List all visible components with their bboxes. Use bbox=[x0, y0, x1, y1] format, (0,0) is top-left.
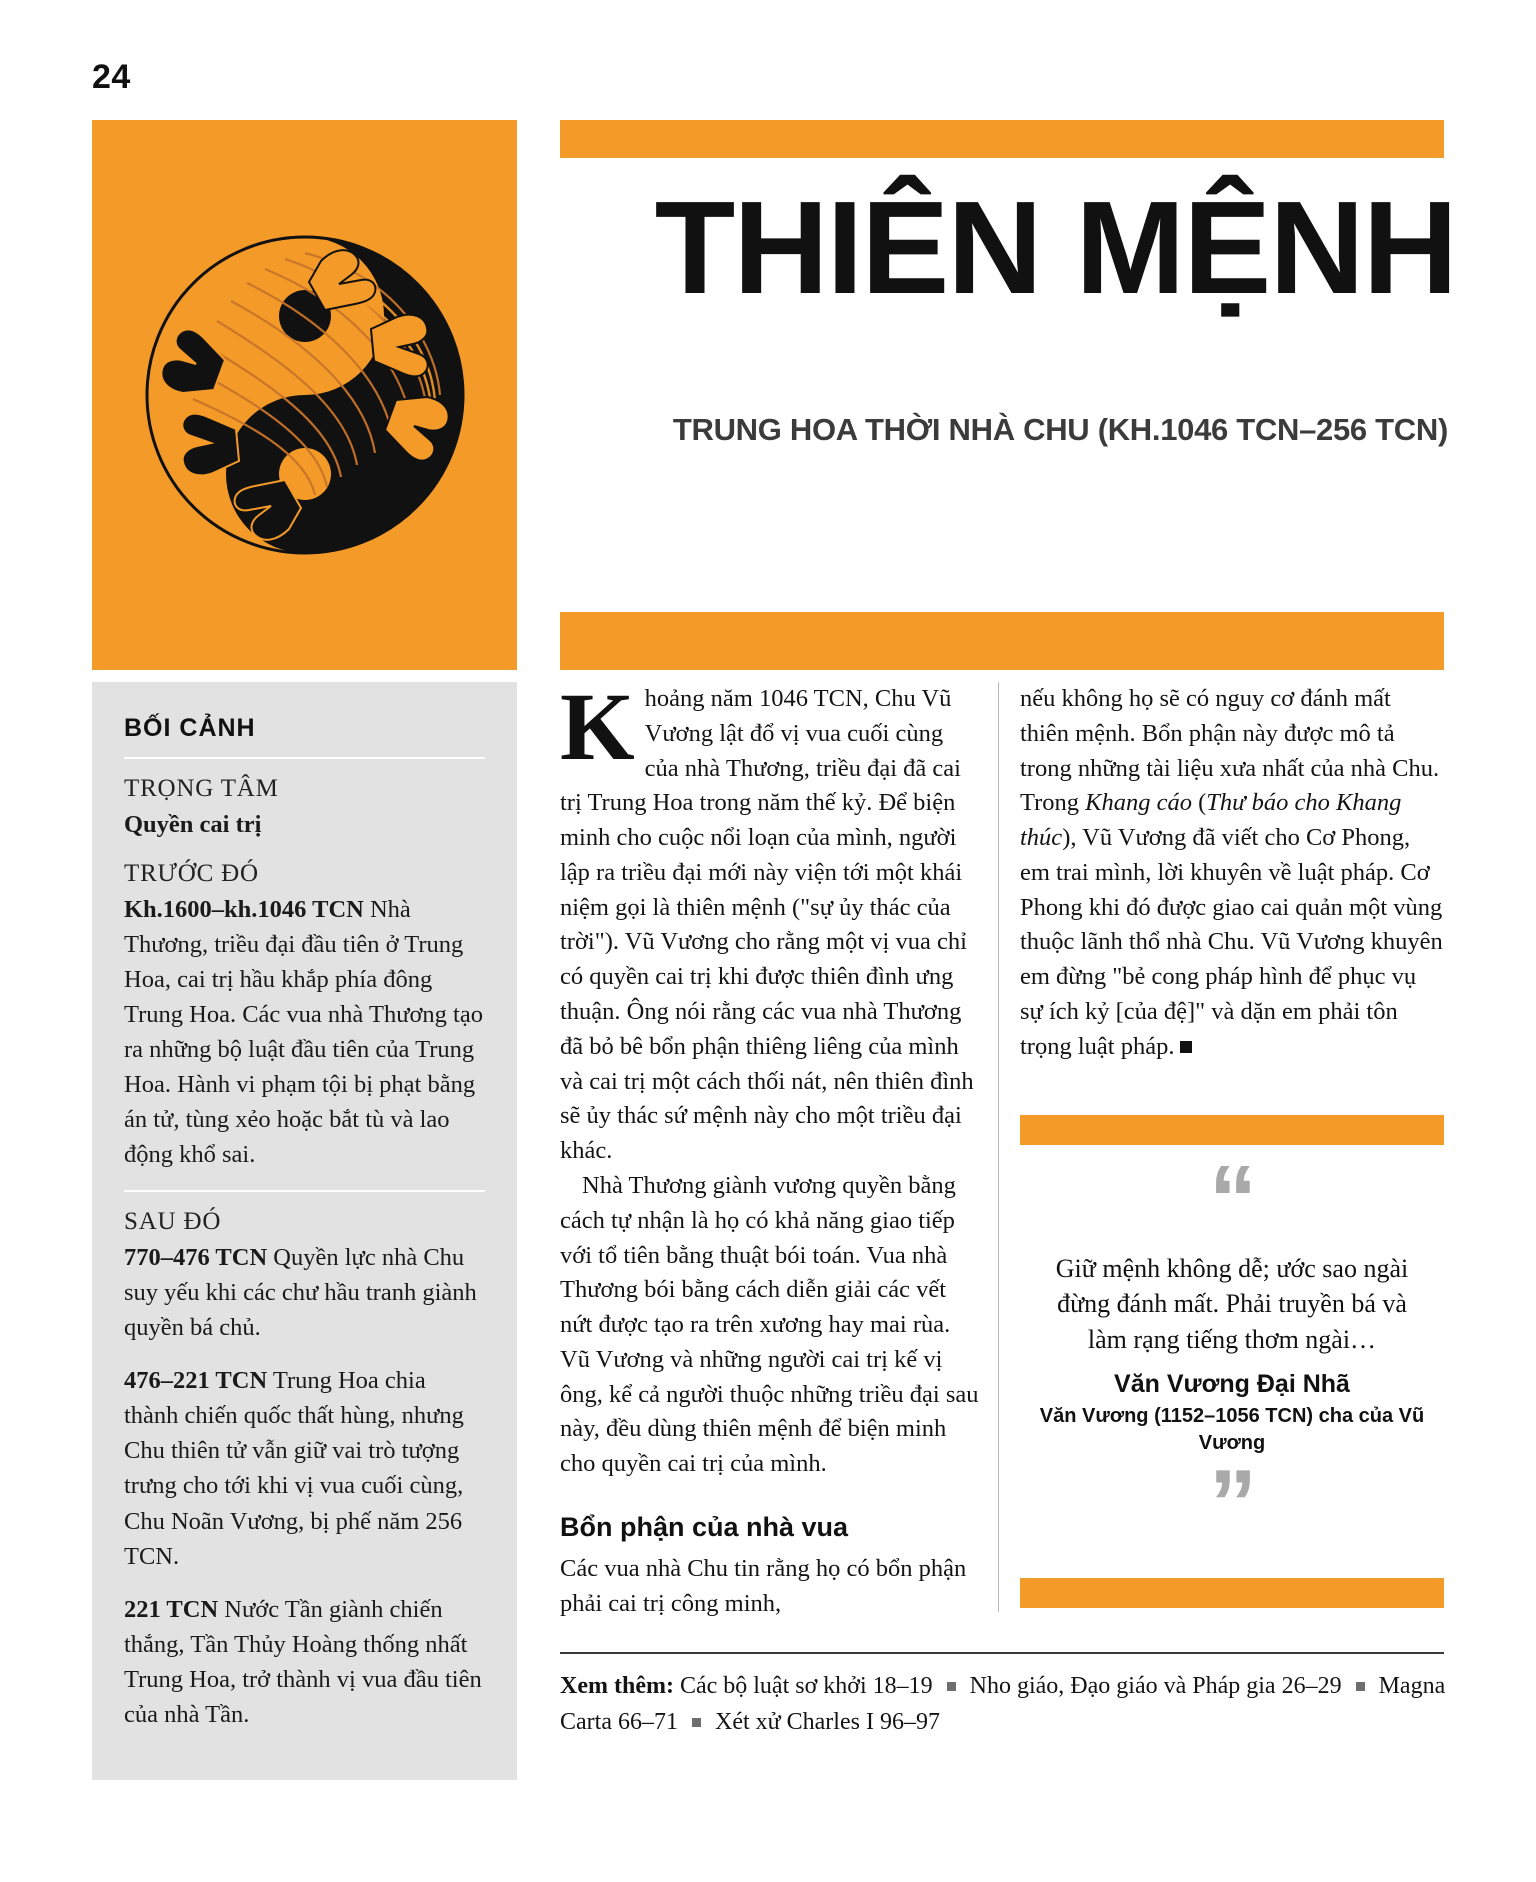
sidebar-divider-2 bbox=[124, 1190, 485, 1192]
sidebar-text-after bbox=[124, 1240, 485, 1345]
sidebar-label-after: SAU ĐÓ bbox=[124, 1208, 222, 1236]
sidebar-text-focus bbox=[124, 807, 485, 842]
bullet-square-icon-3 bbox=[692, 1718, 701, 1727]
quote-text: Giữ mệnh không dễ; ước sao ngài đừng đánh mất. Phải truyền bá và làm rạng tiếng thơm ngài… bbox=[1055, 1253, 1409, 1355]
quote-bar-top bbox=[1020, 1115, 1444, 1145]
body-p4-italic-2: Thư báo cho Khang thúc bbox=[1020, 789, 1402, 852]
see-also-item-4[interactable]: Xét xử Charles I 96–97 bbox=[714, 1709, 940, 1735]
context-sidebar bbox=[92, 682, 517, 1780]
body-p4-italic-1: Khang cáo bbox=[1085, 789, 1192, 817]
body-p4-part-b: ( bbox=[1191, 789, 1207, 817]
body-column-2 bbox=[1020, 682, 1444, 1065]
pull-quote bbox=[1020, 1145, 1444, 1559]
see-also-item-3[interactable]: Magna Carta 66–71 bbox=[560, 1673, 1446, 1735]
sidebar-text-after-2 bbox=[124, 1363, 485, 1573]
sidebar-bold-after-2: 476–221 TCN bbox=[124, 1367, 268, 1395]
bullet-square-icon-2 bbox=[1356, 1682, 1365, 1691]
sidebar-bold-before: Kh.1600–kh.1046 TCN bbox=[124, 896, 364, 924]
sidebar-divider bbox=[124, 757, 485, 759]
body-paragraph-1: Khoảng năm 1046 TCN, Chu Vũ Vương lật đổ vị vua cuối cùng của nhà Thương, triều đại đã cai trị Trung Hoa trong năm thế kỷ. Để biện minh cho cuộc nổi loạn của mình, người lập ra triều đại mới này viện tới một khái niệm gọi là thiên mệnh ("sự ủy thác của trời"). Vũ Vương cho rằng một vị vua chỉ có quyền cai trị khi được thiên đình ưng thuận. Ông nói rằng các vua nhà Thương đã bỏ bê bổn phận thiêng liêng của mình và cai trị một cách thối nát, nên thiên đình sẽ ủy thác sứ mệnh này cho một triều đại khác. bbox=[560, 673, 974, 1165]
body-paragraph-4 bbox=[1020, 682, 1444, 1065]
page-subtitle: TRUNG HOA THỜI NHÀ CHU (KH.1046 TCN–256 TCN) bbox=[672, 412, 1448, 447]
sidebar-body-after: Quyền lực nhà Chu suy yếu khi các chư hầu tranh giành quyền bá chủ. bbox=[124, 1244, 477, 1342]
sidebar-body-after-2: Trung Hoa chia thành chiến quốc thất hùng, nhưng Chu thiên tử vẫn giữ vai trò tượng trưng cho tới khi vị vua cuối cùng, Chu Noãn Vương, bị phế năm 256 TCN. bbox=[124, 1367, 464, 1570]
body-subheading: Bổn phận của nhà vua bbox=[560, 1511, 849, 1542]
quote-attribution: Văn Vương Đại Nhã bbox=[1114, 1370, 1350, 1399]
header-bar-top bbox=[560, 120, 1444, 158]
quote-attribution-detail: Văn Vương (1152–1056 TCN) cha của Vũ Vương bbox=[1039, 1405, 1425, 1455]
sidebar-label-focus: TRỌNG TÂM bbox=[124, 775, 279, 802]
hero-image-panel bbox=[92, 120, 517, 670]
body-p4-part-c: ), Vũ Vương đã viết cho Cơ Phong, em trai mình, lời khuyên về luật pháp. Cơ Phong khi đó được giao cai quản một vùng thuộc lãnh thổ nhà Chu. Vũ Vương khuyên em đừng "bẻ cong pháp hình để phục vụ sự ích kỷ [của đệ]" và dặn em phải tôn trọng luật pháp. bbox=[1020, 824, 1443, 1060]
sidebar-heading: BỐI CẢNH bbox=[124, 714, 256, 742]
page-title: THIÊN MỆNH bbox=[654, 174, 1456, 321]
body-paragraph-3: Các vua nhà Chu tin rằng họ có bổn phận phải cai trị công minh, bbox=[560, 1555, 967, 1618]
header-bar-bottom bbox=[560, 612, 1444, 670]
sidebar-body-before: Nhà Thương, triều đại đầu tiên ở Trung Hoa, cai trị hầu khắp phía đông Trung Hoa. Các vua nhà Thương tạo ra những bộ luật đầu tiên của Trung Hoa. Hành vi phạm tội bị phạt bằng án tử, tùng xẻo hoặc bắt tù và lao động khổ sai. bbox=[124, 896, 483, 1169]
sidebar-label-before: TRƯỚC ĐÓ bbox=[124, 860, 259, 888]
sidebar-bold-after: 770–476 TCN bbox=[124, 1244, 268, 1272]
body-p4-part-a: nếu không họ sẽ có nguy cơ đánh mất thiên mệnh. Bổn phận này được mô tả trong những tài liệu xưa nhất của nhà Chu. Trong bbox=[1020, 685, 1440, 817]
see-also-item-2[interactable]: Nho giáo, Đạo giáo và Pháp gia 26–29 bbox=[969, 1673, 1342, 1699]
body-column-1 bbox=[560, 673, 980, 1622]
quote-bar-bottom bbox=[1020, 1578, 1444, 1608]
body-paragraph-2: Nhà Thương giành vương quyền bằng cách tự nhận là họ có khả năng giao tiếp với tổ tiên bằng thuật bói toán. Vua nhà Thương bói bằng cách diễn giải các vết nứt được tạo ra trên xương hay mai rùa. Vũ Vương và những người cai trị kế vị ông, kể cả người thuộc những triều đại sau này, đều dùng thiên mệnh để biện minh cho quyền cai trị của mình. bbox=[560, 1171, 979, 1478]
footer-divider bbox=[560, 1652, 1444, 1654]
sidebar-text-after-3 bbox=[124, 1592, 485, 1732]
see-also-label: Xem thêm: bbox=[560, 1673, 674, 1699]
sidebar-text-before bbox=[124, 892, 485, 1172]
end-of-article-mark bbox=[1180, 1041, 1192, 1053]
sidebar-bold-after-3: 221 TCN bbox=[124, 1595, 219, 1623]
see-also-item-1[interactable]: Các bộ luật sơ khởi 18–19 bbox=[679, 1673, 933, 1699]
bullet-square-icon bbox=[947, 1682, 956, 1691]
yin-yang-hands-icon bbox=[135, 225, 475, 565]
column-divider bbox=[998, 682, 999, 1612]
sidebar-body-after-3: Nước Tần giành chiến thắng, Tần Thủy Hoàng thống nhất Trung Hoa, trở thành vị vua đầu tiên của nhà Tần. bbox=[124, 1595, 482, 1728]
sidebar-bold-focus: Quyền cai trị bbox=[124, 811, 262, 838]
quote-close-mark: ” bbox=[1209, 1450, 1255, 1558]
quote-open-mark: “ bbox=[1209, 1146, 1255, 1253]
see-also-footer bbox=[560, 1668, 1450, 1740]
page-number: 24 bbox=[92, 58, 131, 96]
